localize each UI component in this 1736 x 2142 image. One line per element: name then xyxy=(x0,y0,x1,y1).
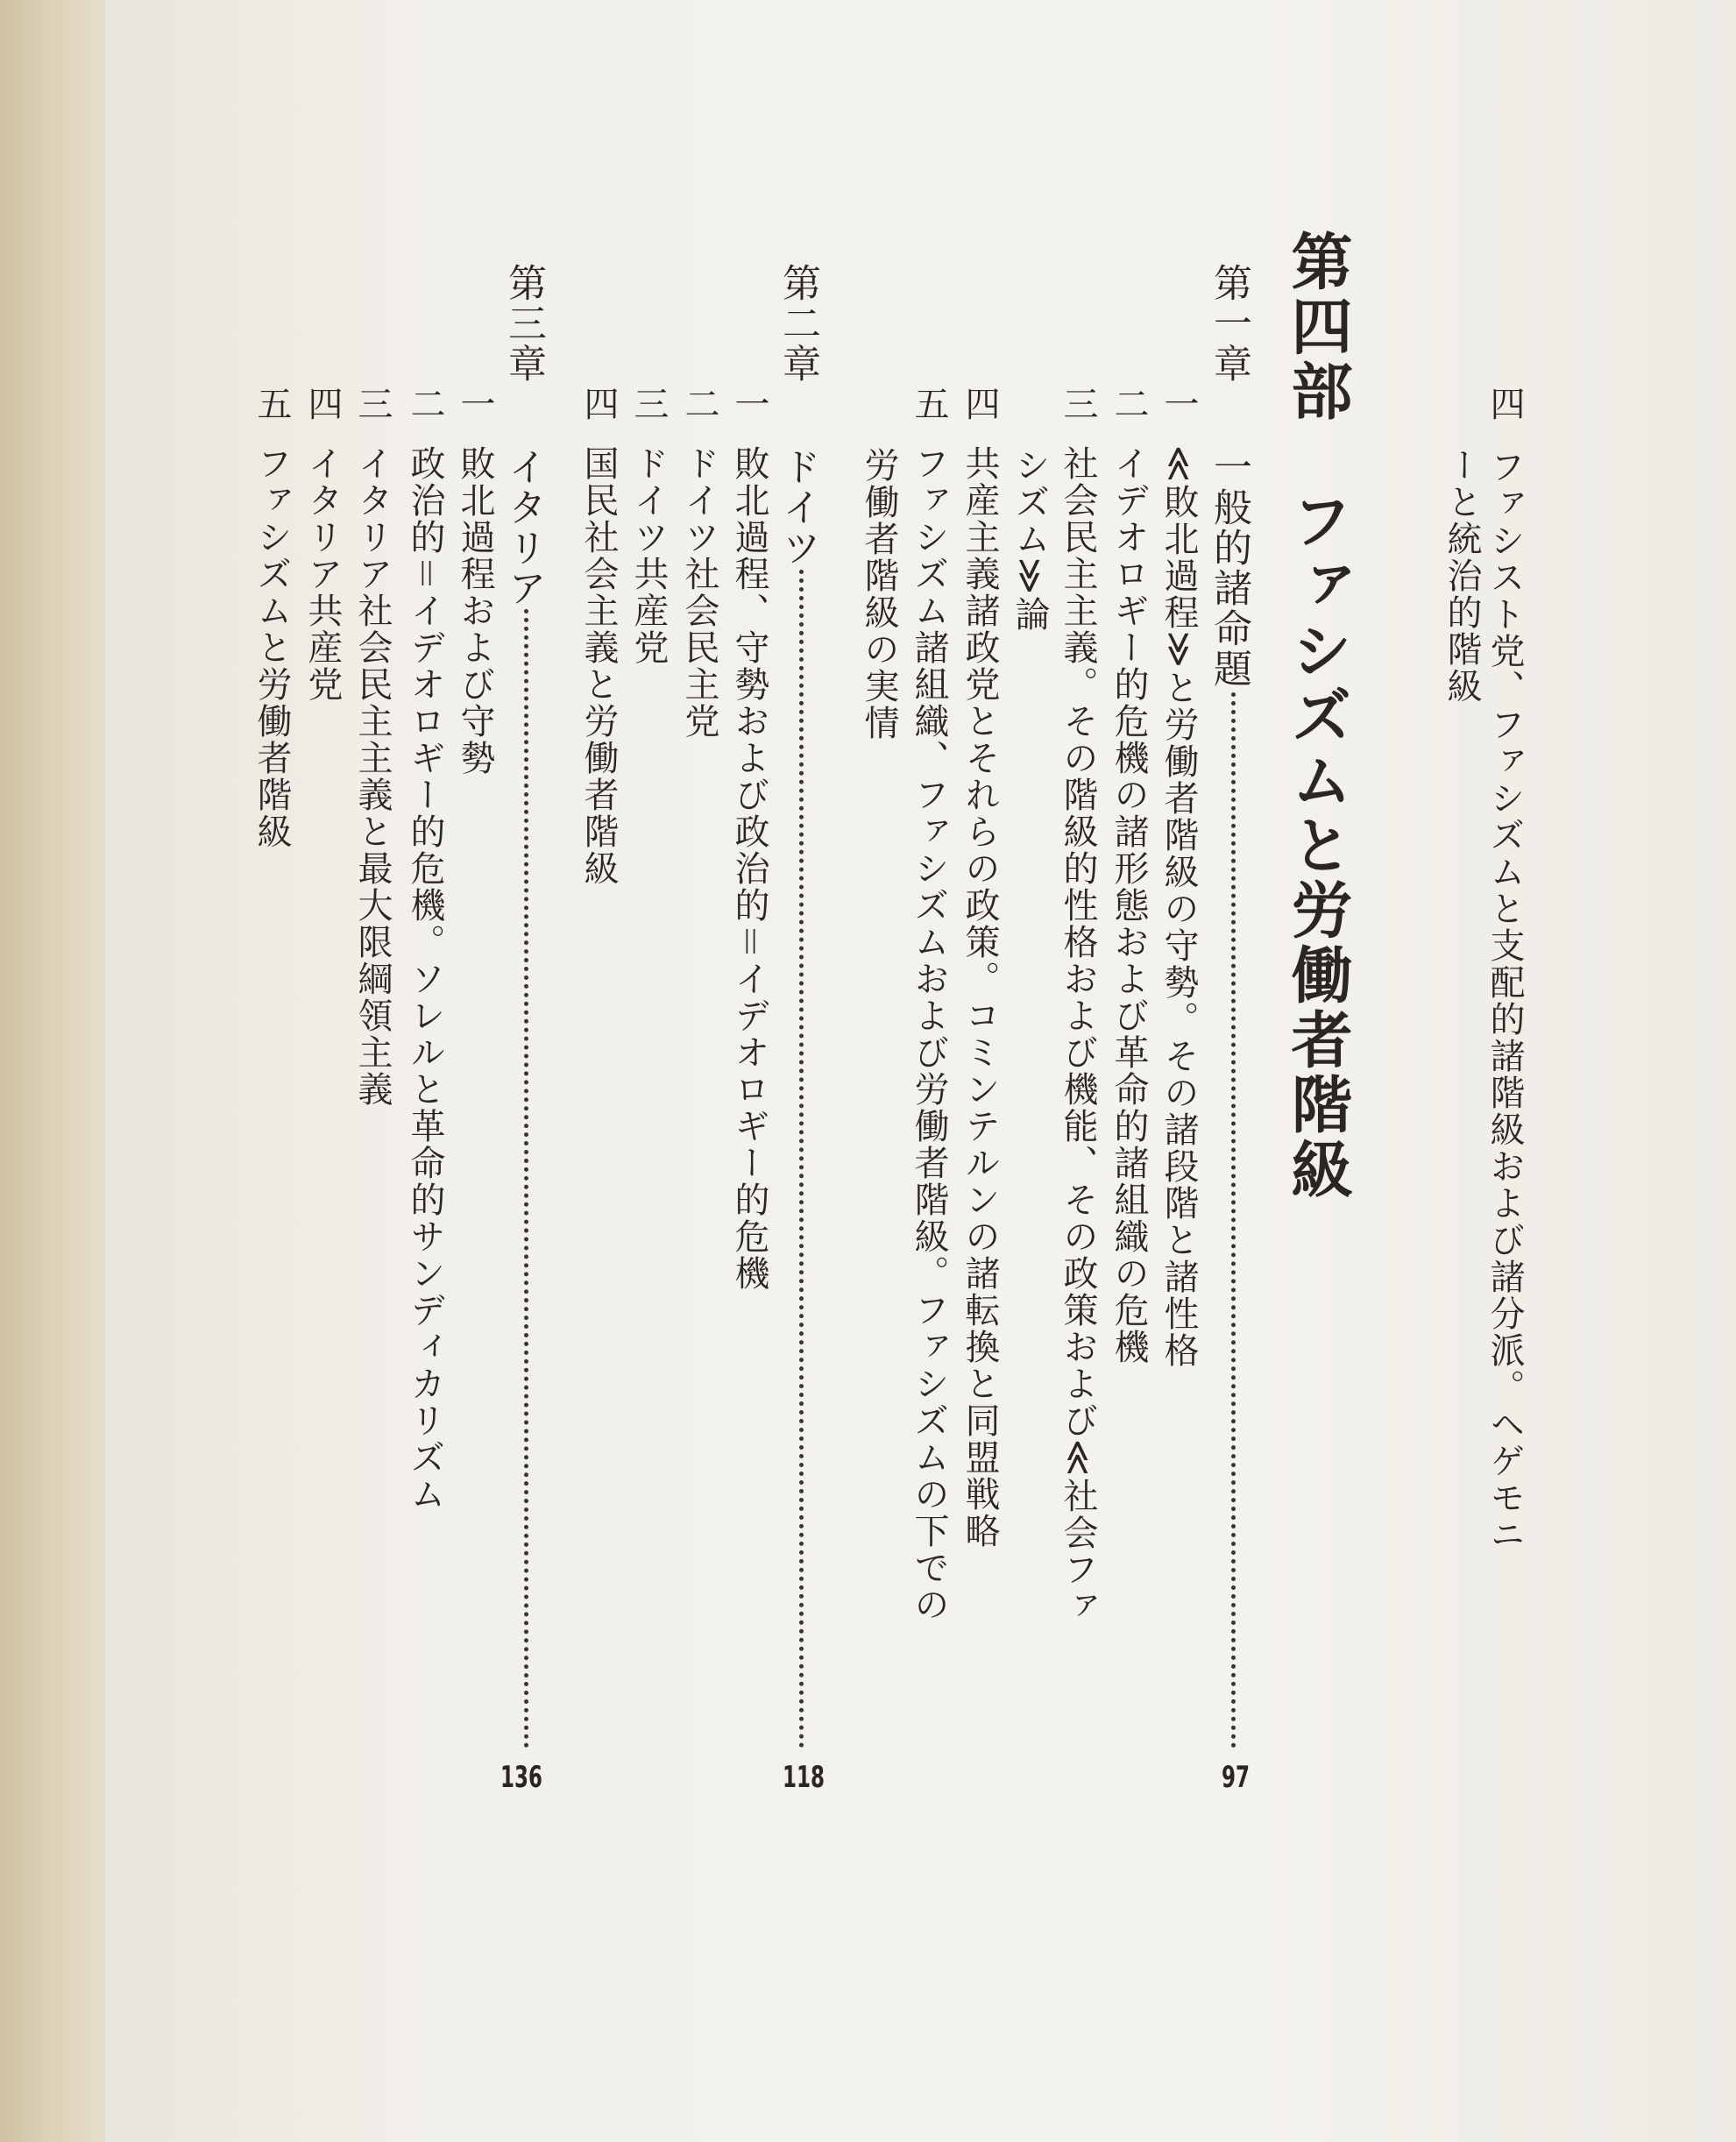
chapter-1-page: 97 xyxy=(1222,1760,1250,1795)
toc-item-ch2-3: 三ドイツ共産党 xyxy=(628,386,669,666)
toc-item-ch2-2: 二ドイツ社会民主党 xyxy=(679,386,719,740)
toc-entry-prev-4-cont xyxy=(1442,447,1482,705)
entry-text: ファシスト党、ファシズムと支配的諸階級および諸分派。ヘゲモニ xyxy=(1484,449,1525,1553)
toc-entry-prev-4 xyxy=(1484,386,1525,1553)
toc-item-ch1-3-cont: シズム≫論 xyxy=(1010,447,1050,633)
chapter-3-label: 第三章 xyxy=(501,263,546,384)
chapter-3-page: 136 xyxy=(500,1760,542,1795)
toc-item-ch2-4: 四国民社会主義と労働者階級 xyxy=(578,386,619,887)
toc-item-ch1-3: 三社会民主主義。その階級的性格および機能、その政策および≪社会ファ xyxy=(1058,386,1098,1625)
chapter-2-label: 第二章 xyxy=(776,263,820,384)
toc-item-ch1-5-cont: 労働者階級の実情 xyxy=(859,447,899,741)
toc-item-ch3-2: 二政治的＝イデオロギー的危機。ソレルと革命的サンディカリズム xyxy=(405,386,445,1513)
chapter-3-leader xyxy=(524,609,528,1748)
toc-item-ch3-3: 三イタリア社会民主主義と最大限綱領主義 xyxy=(352,386,393,1108)
entry-text: ーと統治的階級 xyxy=(1442,447,1482,705)
chapter-2-leader xyxy=(799,570,804,1748)
toc-item-ch3-5: 五ファシズムと労働者階級 xyxy=(252,386,292,850)
toc-item-ch3-1: 一敗北過程および守勢 xyxy=(455,386,495,777)
toc-item-ch1-5: 五ファシズム諸組織、ファシズムおよび労働者階級。ファシズムの下での xyxy=(909,386,949,1623)
toc-item-ch2-1: 一敗北過程、守勢および政治的＝イデオロギー的危機 xyxy=(729,386,769,1292)
chapter-2-title: ドイツ xyxy=(776,447,820,568)
toc-item-ch3-4: 四イタリア共産党 xyxy=(302,386,343,703)
toc-item-ch1-4: 四共産主義諸政党とそれらの政策。コミンテルンの諸転換と同盟戦略 xyxy=(960,386,1000,1550)
chapter-1-leader xyxy=(1231,692,1236,1748)
chapter-3-title: イタリア xyxy=(501,447,546,608)
toc-item-ch1-1: 一≪敗北過程≫と労働者階級の守勢。その諸段階と諸性格 xyxy=(1159,386,1199,1369)
chapter-1-title: 一般的諸命題 xyxy=(1207,447,1251,689)
chapter-2-page: 118 xyxy=(783,1760,825,1795)
toc-item-ch1-2: 二イデオロギー的危機の諸形態および革命的諸組織の危機 xyxy=(1109,386,1149,1365)
entry-numeral: 四 xyxy=(1484,386,1525,422)
part-title: 第四部 ファシズムと労働者階級 xyxy=(1281,230,1354,1202)
chapter-1-label: 第一章 xyxy=(1207,263,1251,384)
